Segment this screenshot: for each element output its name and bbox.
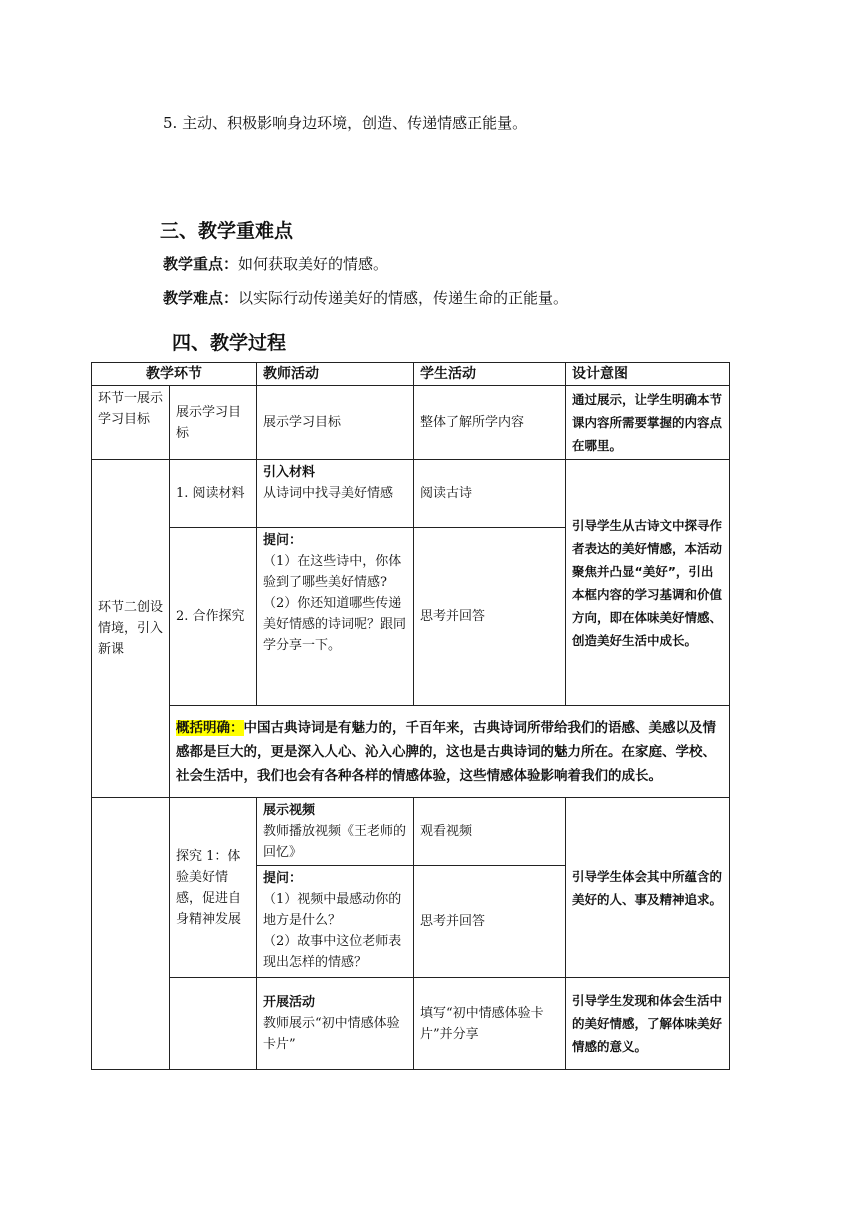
stage1-teacher: 展示学习目标 [257, 386, 414, 460]
stage2-teacher1-text: 从诗词中找寻美好情感 [263, 486, 394, 501]
table-row-stage2-summary [92, 706, 730, 798]
key-point [163, 253, 388, 274]
stage2-teacher2-q2: （2）你还知道哪些传递美好情感的诗词呢？跟同学分享一下。 [263, 596, 407, 653]
objective-3: 5. 主动、积极影响身边环境，创造、传递情感正能量。 [163, 114, 528, 132]
stage1-name: 环节一展示学习目标 [92, 386, 170, 460]
teaching-process-table [91, 362, 730, 1070]
difficult-point [163, 287, 568, 308]
stage1-sub: 展示学习目标 [170, 386, 257, 460]
section-4-title: 四、教学过程 [172, 332, 287, 354]
stage3-teacher2-q1: （1）视频中最感动你的地方是什么？ [263, 892, 402, 928]
stage2-teacher2-title: 提问： [263, 533, 303, 548]
stage3-teacher1-text: 教师播放视频《王老师的回忆》 [263, 824, 407, 860]
table-header-row [92, 363, 730, 386]
header-intent: 设计意图 [566, 363, 730, 386]
stage3-student3: 填写“初中情感体验卡片”并分享 [414, 978, 566, 1070]
table-row-stage3-a [92, 798, 730, 866]
stage3-teacher3-text: 教师展示“初中情感体验卡片” [263, 1016, 400, 1052]
stage3-teacher3-title: 开展活动 [263, 995, 316, 1010]
summary-label: 概括明确： [176, 719, 244, 736]
stage3-intent2: 引导学生发现和体会生活中的美好情感，了解体味美好情感的意义。 [566, 978, 730, 1070]
stage3-sub: 探究 1：体验美好情感，促进自身精神发展 [170, 798, 257, 978]
stage3-teacher2 [257, 866, 414, 978]
header-teacher: 教师活动 [257, 363, 414, 386]
header-stage: 教学环节 [92, 363, 257, 386]
stage2-teacher2-q1: （1）在这些诗中，你体验到了哪些美好情感? [263, 554, 402, 590]
difficult-point-text: 以实际行动传递美好的情感，传递生命的正能量。 [238, 289, 569, 307]
stage2-student2: 思考并回答 [414, 528, 566, 706]
table-row-stage2-a [92, 460, 730, 528]
table-row-stage1 [92, 386, 730, 460]
summary-text: 中国古典诗词是有魅力的，千百年来，古典诗词所带给我们的语感、美感以及情感都是巨大的，更是深入人心、沁入心脾的，这也是古典诗词的魅力所在。在家庭、学校、社会生活中，我们也会有各种各样的情感体验，这些情感体验影响着我们的成长。 [176, 719, 716, 784]
stage3-intent1: 引导学生体会其中所蕴含的美好的人、事及精神追求。 [566, 798, 730, 978]
stage3-teacher2-q2: （2）故事中这位老师表现出怎样的情感？ [263, 934, 402, 970]
stage3-student2: 思考并回答 [414, 866, 566, 978]
stage2-summary [170, 706, 730, 798]
stage2-teacher1 [257, 460, 414, 528]
stage3-teacher1-title: 展示视频 [263, 803, 316, 818]
section-3-title: 三、教学重难点 [160, 220, 294, 242]
stage2-teacher2 [257, 528, 414, 706]
stage3-sub-empty [170, 978, 257, 1070]
stage2-name: 环节二创设情境，引入新课 [92, 460, 170, 798]
key-point-label: 教学重点： [163, 255, 239, 273]
stage3-name [92, 798, 170, 1070]
table-row-stage3-c [92, 978, 730, 1070]
stage2-student1: 阅读古诗 [414, 460, 566, 528]
key-point-text: 如何获取美好的情感。 [238, 255, 389, 273]
stage1-student: 整体了解所学内容 [414, 386, 566, 460]
stage1-intent: 通过展示，让学生明确本节课内容所需要掌握的内容点在哪里。 [566, 386, 730, 460]
stage3-teacher3 [257, 978, 414, 1070]
stage2-sub2: 2. 合作探究 [170, 528, 257, 706]
stage3-student1: 观看视频 [414, 798, 566, 866]
stage2-intent: 引导学生从古诗文中探寻作者表达的美好情感，本活动聚焦并凸显“美好”，引出本框内容的学习基调和价值方向，即在体味美好情感、创造美好生活中成长。 [566, 460, 730, 706]
header-student: 学生活动 [414, 363, 566, 386]
stage3-teacher2-title: 提问： [263, 871, 303, 886]
stage2-sub1: 1. 阅读材料 [170, 460, 257, 528]
stage3-teacher1 [257, 798, 414, 866]
stage2-teacher1-title: 引入材料 [263, 465, 316, 480]
difficult-point-label: 教学难点： [163, 289, 239, 307]
